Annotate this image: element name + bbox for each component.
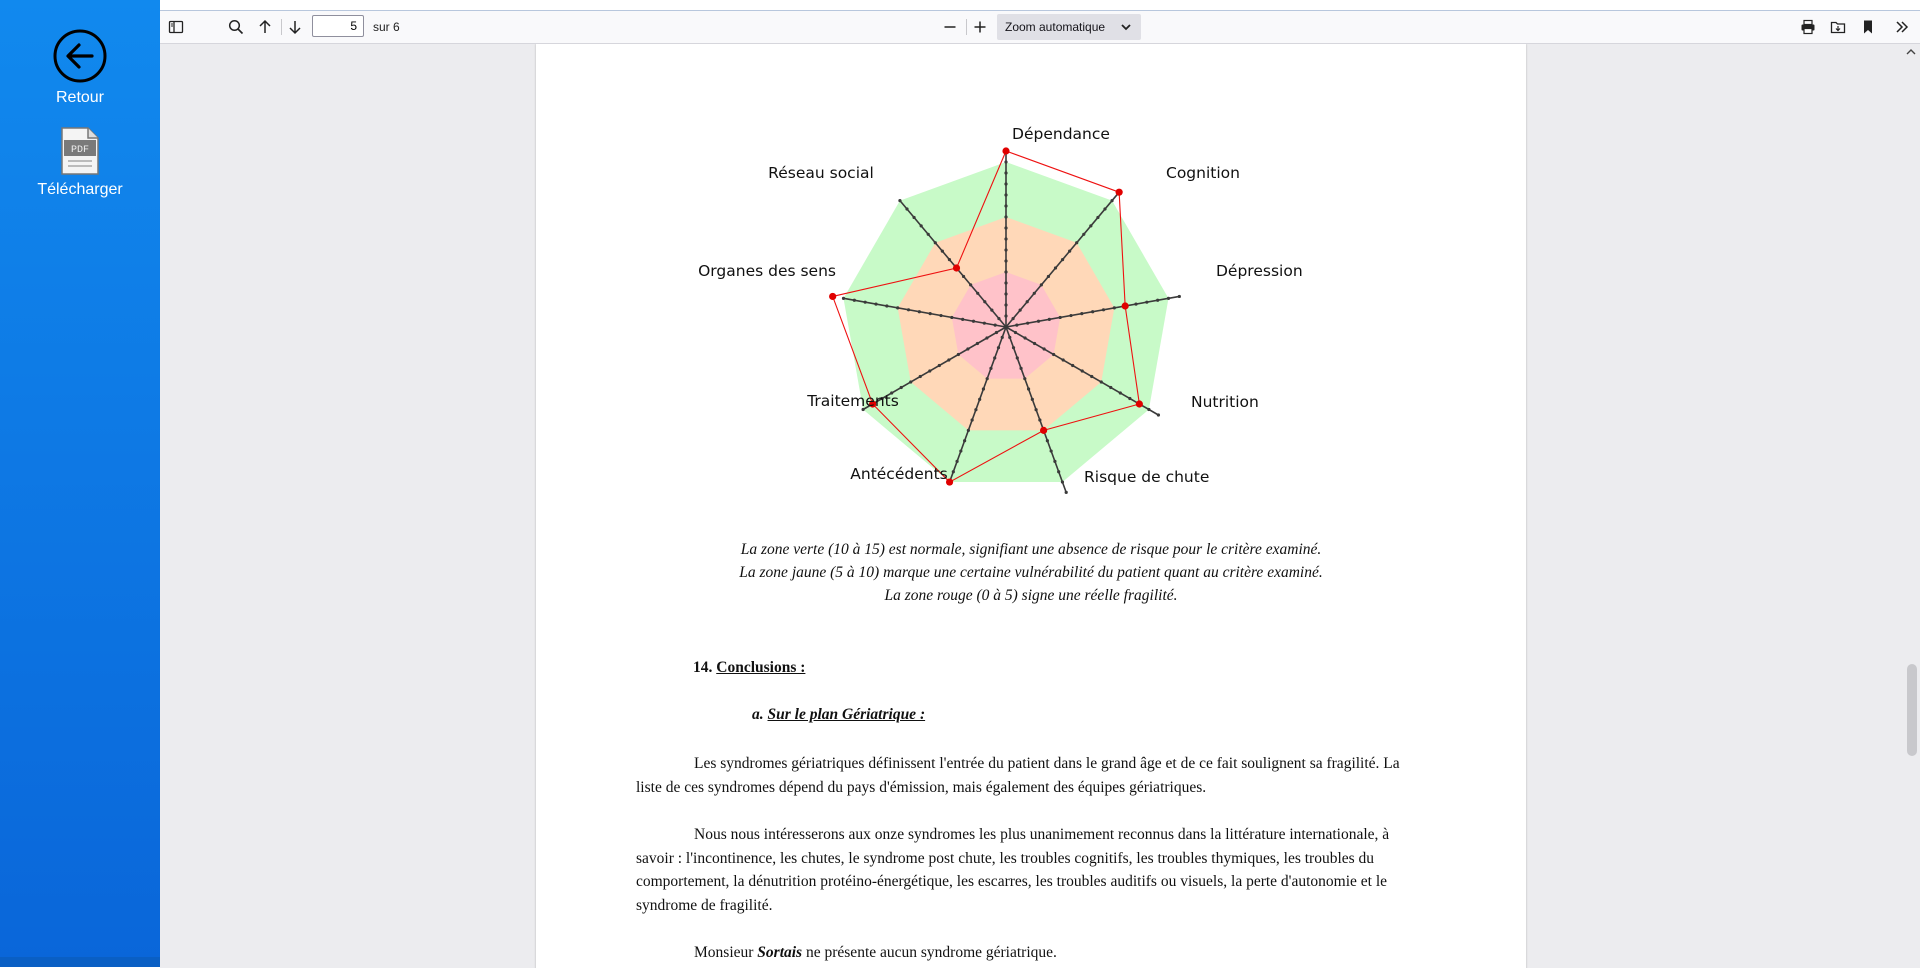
- axis-tick: [1033, 292, 1036, 295]
- plus-icon: [972, 19, 988, 35]
- axis-tick: [1027, 387, 1030, 390]
- section-heading: [693, 659, 805, 677]
- axis-tick: [971, 418, 974, 421]
- axis-tick: [1068, 250, 1071, 253]
- axis-tick: [1004, 303, 1007, 306]
- find-button[interactable]: [222, 11, 250, 43]
- data-point: [1116, 189, 1123, 196]
- axis-label: Dépendance: [1012, 125, 1110, 143]
- axis-tick: [1014, 331, 1017, 334]
- patient-name: Sortais: [757, 944, 803, 961]
- axis-tick: [1156, 299, 1159, 302]
- axis-tick: [1090, 375, 1093, 378]
- minus-icon: [942, 19, 958, 35]
- axis-tick: [1019, 309, 1022, 312]
- axis-tick: [990, 309, 993, 312]
- axis-tick: [1004, 281, 1007, 284]
- axis-tick: [941, 250, 944, 253]
- axis-tick: [1100, 380, 1103, 383]
- axis-tick: [1062, 358, 1065, 361]
- sidebar-toggle-icon: [168, 19, 184, 35]
- axis-tick: [983, 322, 986, 325]
- taskbar-strip: [0, 957, 160, 967]
- axis-tick: [1053, 460, 1056, 463]
- axis-tick: [1047, 275, 1050, 278]
- axis-tick: [909, 380, 912, 383]
- axis-tick: [1004, 314, 1007, 317]
- axis-tick: [952, 470, 955, 473]
- page-total: sur 6: [373, 20, 400, 34]
- axis-tick: [938, 364, 941, 367]
- axis-tick: [929, 312, 932, 315]
- folder-save-icon: [1830, 19, 1846, 35]
- axis-tick: [900, 386, 903, 389]
- axis-label: Nutrition: [1191, 393, 1259, 411]
- axis-tick: [1026, 322, 1029, 325]
- axis-tick: [993, 356, 996, 359]
- axis-tick: [1081, 369, 1084, 372]
- data-point: [829, 293, 836, 300]
- data-point: [1040, 427, 1047, 434]
- axis-tick: [1037, 320, 1040, 323]
- axis-tick: [918, 310, 921, 313]
- axis-tick: [1004, 292, 1007, 295]
- back-button[interactable]: [0, 28, 160, 107]
- zoom-out-button[interactable]: [936, 11, 964, 43]
- page-number-input[interactable]: [312, 15, 364, 37]
- axis-tick: [874, 302, 877, 305]
- axis-label: Traitements: [807, 392, 899, 410]
- axis-tick: [1178, 295, 1181, 298]
- caption-line: La zone jaune (5 à 10) marque une certaine vulnérabilité du patient quant au critère examiné.: [739, 564, 1323, 581]
- axis-tick: [934, 241, 937, 244]
- axis-tick: [1046, 439, 1049, 442]
- axis-tick: [1043, 347, 1046, 350]
- chevron-down-icon: [1119, 19, 1133, 35]
- axis-tick: [1048, 318, 1051, 321]
- axis-tick: [1113, 306, 1116, 309]
- caption-line: La zone verte (10 à 15) est normale, signifiant une absence de risque pour le critère examiné.: [740, 541, 1322, 558]
- axis-tick: [1082, 233, 1085, 236]
- axis-tick: [959, 449, 962, 452]
- axis-tick: [1011, 317, 1014, 320]
- data-point: [1122, 302, 1129, 309]
- scrollbar-thumb[interactable]: [1907, 664, 1917, 756]
- axis-tick: [1157, 413, 1160, 416]
- axis-tick: [961, 318, 964, 321]
- axis-tick: [896, 306, 899, 309]
- axis-tick: [1059, 316, 1062, 319]
- scroll-up-arrow-icon[interactable]: [1906, 48, 1916, 56]
- axis-tick: [1015, 323, 1018, 326]
- back-label: Retour: [55, 89, 105, 106]
- axis-tick: [982, 387, 985, 390]
- axis-tick: [1054, 266, 1057, 269]
- axis-tick: [1080, 312, 1083, 315]
- axis-tick: [1004, 259, 1007, 262]
- axis-tick: [919, 375, 922, 378]
- search-icon: [228, 19, 244, 35]
- axis-tick: [1023, 336, 1026, 339]
- pdf-file-icon: [58, 126, 102, 176]
- axis-tick: [1052, 353, 1055, 356]
- axis-tick: [967, 429, 970, 432]
- axis-tick: [1040, 283, 1043, 286]
- axis-tick: [1147, 408, 1150, 411]
- axis-tick: [972, 320, 975, 323]
- axis-tick: [1004, 248, 1007, 251]
- axis-tick: [842, 297, 845, 300]
- zoom-select[interactable]: [997, 14, 1141, 40]
- bookmark-icon: [1860, 19, 1876, 35]
- axis-tick: [1050, 449, 1053, 452]
- axis-label: Dépression: [1216, 262, 1303, 280]
- previous-page-button[interactable]: [251, 11, 279, 43]
- axis-tick: [1001, 336, 1004, 339]
- axis-tick: [1102, 308, 1105, 311]
- axis-tick: [939, 314, 942, 317]
- axis-tick: [1089, 224, 1092, 227]
- axis-label: Risque de chute: [1084, 468, 1210, 486]
- caption-line: La zone rouge (0 à 5) signe une réelle fragilité.: [884, 587, 1178, 604]
- axis-tick: [1145, 301, 1148, 304]
- axis-tick: [966, 347, 969, 350]
- axis-tick: [989, 367, 992, 370]
- subsection-heading: [752, 706, 925, 724]
- axis-tick: [1033, 342, 1036, 345]
- axis-tick: [955, 460, 958, 463]
- axis-tick: [920, 224, 923, 227]
- double-chevron-right-icon: [1894, 19, 1910, 35]
- axis-tick: [1004, 160, 1007, 163]
- viewer-toolbar: [160, 11, 1920, 44]
- axis-tick: [1167, 297, 1170, 300]
- axis-tick: [995, 331, 998, 334]
- axis-tick: [1038, 418, 1041, 421]
- axis-tick: [1004, 226, 1007, 229]
- axis-tick: [1004, 215, 1007, 218]
- axis-tick: [928, 369, 931, 372]
- axis-tick: [885, 304, 888, 307]
- paragraph-text: Nous nous intéresserons aux onze syndromes les plus unanimement reconnus dans la littérature internationale, à savoir : l'incontinence, les chutes, le syndrome post chute, les troubles cognitifs, les troubles thymiques, les troubles du comportement, la dénutrition protéino-énergétique, les escarres, les troubles auditifs ou visuels, la perte d'autonomie et le syndrome de fragilité.: [636, 826, 1390, 914]
- axis-tick: [986, 377, 989, 380]
- axis-tick: [1004, 193, 1007, 196]
- axis-tick: [997, 317, 1000, 320]
- data-point: [1136, 400, 1143, 407]
- print-button[interactable]: [1794, 11, 1822, 43]
- axis-tick: [1012, 346, 1015, 349]
- back-arrow-icon: [52, 28, 108, 84]
- axis-tick: [1096, 216, 1099, 219]
- bookmark-button[interactable]: [1854, 11, 1882, 43]
- axis-tick: [950, 316, 953, 319]
- axis-tick: [1065, 491, 1068, 494]
- arrow-up-icon: [257, 19, 273, 35]
- paragraph-text: Les syndromes gériatriques définissent l'entrée du patient dans le grand âge et de ce fait soulignent sa fragilité. La liste de ces syndromes dépend du pays d'émission, mais également des équipes gériatriques.: [636, 755, 1400, 796]
- axis-tick: [1031, 398, 1034, 401]
- axis-tick: [997, 346, 1000, 349]
- axis-tick: [1091, 310, 1094, 313]
- axis-tick: [1069, 314, 1072, 317]
- next-page-button[interactable]: [281, 11, 309, 43]
- axis-tick: [1134, 302, 1137, 305]
- axis-tick: [927, 233, 930, 236]
- paragraph: [636, 941, 1406, 965]
- axis-label: Réseau social: [768, 164, 874, 182]
- section-number: 14.: [693, 659, 713, 676]
- axis-tick: [1026, 300, 1029, 303]
- download-label: Télécharger: [37, 181, 123, 198]
- axis-tick: [1034, 408, 1037, 411]
- axis-tick: [983, 300, 986, 303]
- axis-tick: [994, 323, 997, 326]
- axis-tick: [1109, 386, 1112, 389]
- axis-tick: [1119, 391, 1122, 394]
- axis-tick: [947, 358, 950, 361]
- more-tools-button[interactable]: [1888, 11, 1916, 43]
- axis-tick: [969, 283, 972, 286]
- axis-tick: [976, 292, 979, 295]
- axis-tick: [1061, 480, 1064, 483]
- pdf-viewer: [160, 10, 1920, 968]
- arrow-down-icon: [287, 19, 303, 35]
- zoom-value: Zoom automatique: [1005, 20, 1106, 34]
- axis-tick: [1008, 336, 1011, 339]
- axis-tick: [978, 398, 981, 401]
- axis-tick: [898, 199, 901, 202]
- axis-tick: [963, 439, 966, 442]
- axis-tick: [1004, 182, 1007, 185]
- data-point: [1002, 147, 1009, 154]
- save-button[interactable]: [1824, 11, 1852, 43]
- axis-label: Cognition: [1166, 164, 1240, 182]
- axis-tick: [1061, 258, 1064, 261]
- printer-icon: [1800, 19, 1816, 35]
- axis-tick: [962, 275, 965, 278]
- app-sidebar: [0, 0, 160, 967]
- axis-tick: [1103, 207, 1106, 210]
- axis-tick: [905, 207, 908, 210]
- axis-tick: [1019, 367, 1022, 370]
- axis-tick: [976, 342, 979, 345]
- axis-tick: [957, 353, 960, 356]
- download-button[interactable]: [0, 126, 160, 199]
- radar-chart: [536, 44, 1526, 494]
- paragraph-prefix: Monsieur: [694, 944, 754, 961]
- axis-tick: [1110, 199, 1113, 202]
- axis-label: Organes des sens: [698, 262, 836, 280]
- pdf-page: [536, 44, 1526, 968]
- vertical-scrollbar[interactable]: [1902, 44, 1920, 968]
- axis-tick: [1004, 204, 1007, 207]
- document-scroll-area[interactable]: [160, 44, 1920, 968]
- paragraph-suffix: ne présente aucun syndrome gériatrique.: [805, 944, 1057, 961]
- axis-tick: [864, 301, 867, 304]
- axis-label: Antécédents: [850, 465, 948, 483]
- subsection-letter: a.: [752, 706, 764, 723]
- axis-tick: [1128, 397, 1131, 400]
- subsection-title: Sur le plan Gériatrique :: [767, 706, 926, 723]
- zoom-in-button[interactable]: [966, 11, 994, 43]
- axis-tick: [1004, 171, 1007, 174]
- axis-tick: [985, 336, 988, 339]
- section-title: Conclusions :: [716, 659, 806, 676]
- axis-tick: [1023, 377, 1026, 380]
- axis-tick: [948, 258, 951, 261]
- axis-tick: [974, 408, 977, 411]
- axis-tick: [853, 299, 856, 302]
- axis-tick: [1004, 237, 1007, 240]
- pdf-badge: PDF: [70, 145, 90, 156]
- axis-tick: [1057, 470, 1060, 473]
- sidebar-toggle-button[interactable]: [162, 11, 190, 43]
- axis-tick: [1071, 364, 1074, 367]
- axis-tick: [1016, 356, 1019, 359]
- paragraph: [636, 823, 1406, 917]
- axis-tick: [1075, 241, 1078, 244]
- axis-tick: [907, 308, 910, 311]
- axis-tick: [912, 216, 915, 219]
- paragraph: [636, 752, 1406, 799]
- data-point: [953, 264, 960, 271]
- axis-tick: [1004, 270, 1007, 273]
